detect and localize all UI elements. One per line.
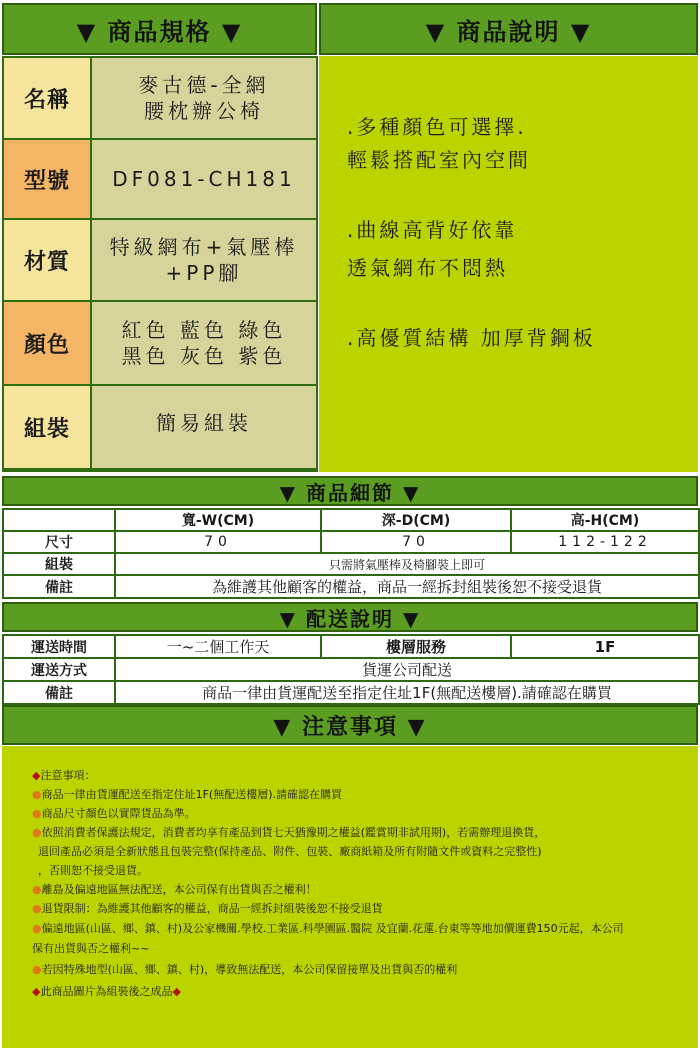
- description-line-1: .多種顏色可選擇.: [347, 115, 527, 139]
- note-item-text: 偏遠地區(山區、鄉、鎮、村)及公家機關.學校.工業區.科學園區.醫院 及宜蘭.花蓮.台東等等地加價運費150元起，本公司: [41, 922, 624, 935]
- note-item-3-cont: 退回產品必須是全新狀態且包裝完整(保持產品、附件、包裝、廠商紙箱及所有附隨文件或資料之完整性): [38, 845, 542, 858]
- details-header: ▼ 商品細節 ▼: [2, 476, 698, 506]
- details-size-row: [3, 531, 699, 553]
- spec-value-model: [92, 140, 316, 218]
- spec-value-name: [92, 58, 316, 138]
- spec-value-assembly: [92, 386, 316, 468]
- note-item-7: [32, 963, 457, 977]
- top-section: [0, 0, 700, 475]
- spec-value-assembly-line1: 簡易組裝: [156, 411, 252, 435]
- note-item-2: [32, 807, 196, 821]
- description-panel: [319, 56, 698, 472]
- note-item-text: 此商品圖片為組裝後之成品: [40, 985, 173, 998]
- bullet-icon: ●: [32, 963, 42, 976]
- diamond-icon: ◆: [32, 769, 41, 782]
- description-header: ▼ 商品說明 ▼: [319, 3, 698, 55]
- spec-row-material: [4, 220, 316, 300]
- note-item-text: 若因特殊地型(山區、鄉、鎮、村)，導致無法配送，本公司保留接單及出貨與否的權利: [41, 963, 458, 976]
- shipping-header: ▼ 配送說明 ▼: [2, 602, 698, 632]
- spec-value-color-line2: 黑色 灰色 紫色: [121, 344, 287, 368]
- spec-label-model: 型號: [4, 140, 90, 218]
- note-item-3: [32, 826, 545, 840]
- spec-row-assembly: [4, 386, 316, 468]
- note-item-8: [32, 985, 181, 999]
- details-header-width: 寬-W(CM): [115, 509, 321, 531]
- spec-table: [2, 56, 318, 472]
- diamond-icon: ◆: [172, 985, 181, 998]
- details-table: [2, 508, 700, 599]
- note-item-text: 離島及偏遠地區無法配送，本公司保有出貨與否之權利！: [41, 883, 317, 896]
- details-remark-label: 備註: [3, 575, 115, 598]
- details-size-label: 尺寸: [3, 531, 115, 553]
- spec-label-name: 名稱: [4, 58, 90, 138]
- details-assembly-row: [3, 553, 699, 575]
- shipping-time-value: 一~二個工作天: [115, 635, 321, 658]
- note-item-text: 商品尺寸顏色以實際貨品為準。: [41, 807, 196, 820]
- spec-label-material: 材質: [4, 220, 90, 300]
- note-item-text: 依照消費者保護法規定，消費者均享有產品到貨七天猶豫期之權益(鑑賞期非試用期)，若需辦理退換貨，: [41, 826, 546, 839]
- spec-value-name-line2: 腰枕辦公椅: [144, 99, 264, 123]
- description-line-2: 輕鬆搭配室內空間: [347, 148, 531, 172]
- spec-label-assembly: 組裝: [4, 386, 90, 468]
- description-line-5: .高優質結構 加厚背鋼板: [347, 326, 596, 350]
- note-item-3-cont2: ，否則恕不接受退貨。: [38, 864, 148, 877]
- details-header-height: 高-H(CM): [511, 509, 699, 531]
- diamond-icon: ◆: [32, 985, 41, 998]
- bullet-icon: ●: [32, 826, 42, 839]
- bullet-icon: ●: [32, 807, 42, 820]
- spec-value-color-line1: 紅色 藍色 綠色: [121, 318, 287, 342]
- shipping-method-row: [3, 658, 699, 681]
- note-item-6-cont: 保有出貨與否之權利~~: [32, 942, 150, 955]
- shipping-method-value: 貨運公司配送: [115, 658, 699, 681]
- note-item-text: 退貨限制：為維護其他顧客的權益，商品一經拆封組裝後恕不接受退貨: [41, 902, 383, 915]
- shipping-table: [2, 634, 700, 705]
- spec-row-model: [4, 140, 316, 218]
- details-assembly-label: 組裝: [3, 553, 115, 575]
- notes-header: ▼ 注意事項 ▼: [2, 705, 698, 745]
- details-header-row: [3, 509, 699, 531]
- shipping-time-label: 運送時間: [3, 635, 115, 658]
- shipping-time-row: [3, 635, 699, 658]
- details-header-depth: 深-D(CM): [321, 509, 511, 531]
- spec-label-color: 顏色: [4, 302, 90, 384]
- bullet-icon: ●: [32, 788, 42, 801]
- shipping-remark-label: 備註: [3, 681, 115, 704]
- details-remark-text: 為維護其他顧客的權益，商品一經拆封組裝後恕不接受退貨: [115, 575, 699, 598]
- spec-value-material-line1: 特級網布+氣壓棒: [109, 235, 299, 259]
- description-line-3: .曲線高背好依靠: [347, 218, 518, 242]
- spec-value-model-line1: DF081-CH181: [112, 167, 296, 191]
- bullet-icon: ●: [32, 883, 42, 896]
- spec-value-color: [92, 302, 316, 384]
- details-assembly-text: 只需將氣壓棒及椅腳裝上即可: [115, 553, 699, 575]
- shipping-method-label: 運送方式: [3, 658, 115, 681]
- shipping-floor-label: 樓層服務: [321, 635, 511, 658]
- spec-header: ▼ 商品規格 ▼: [2, 3, 317, 55]
- spec-row-color: [4, 302, 316, 384]
- details-size-height: 112-122: [511, 531, 699, 553]
- details-size-depth: 70: [321, 531, 511, 553]
- note-item-5: [32, 902, 383, 916]
- note-item-text: 商品一律由貨運配送至指定住址1F(無配送樓層).請確認在購買: [41, 788, 343, 801]
- bullet-icon: ●: [32, 902, 42, 915]
- details-remark-row: [3, 575, 699, 598]
- notes-panel: [2, 746, 698, 1048]
- note-item-6: [32, 922, 624, 936]
- details-size-width: 70: [115, 531, 321, 553]
- details-corner-cell: [3, 509, 115, 531]
- description-line-4: 透氣網布不悶熱: [347, 256, 508, 280]
- note-item-4: [32, 883, 317, 897]
- spec-value-material-line2: +PP腳: [165, 261, 243, 285]
- spec-value-material: [92, 220, 316, 300]
- spec-row-name: [4, 58, 316, 138]
- spec-value-name-line1: 麥古德-全網: [138, 73, 270, 97]
- notes-title-text: 注意事項：: [40, 769, 96, 782]
- bullet-icon: ●: [32, 922, 42, 935]
- note-item-1: [32, 788, 342, 802]
- shipping-remark-row: [3, 681, 699, 704]
- shipping-remark-value: 商品一律由貨運配送至指定住址1F(無配送樓層).請確認在購買: [115, 681, 699, 704]
- notes-title: [32, 769, 95, 783]
- shipping-floor-value: 1F: [511, 635, 699, 658]
